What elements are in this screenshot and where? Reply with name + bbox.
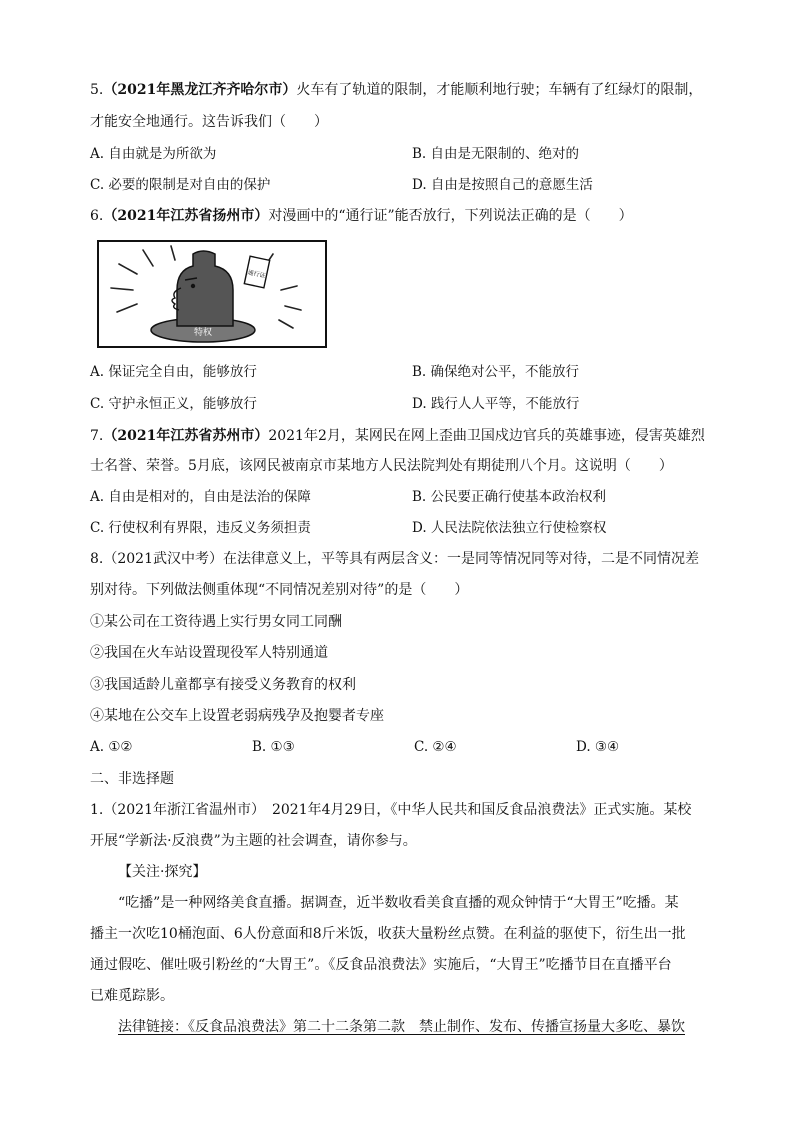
q6-option-b: B. 确保绝对公平，不能放行 [412,364,580,380]
q8-item-2: ②我国在火车站设置现役军人特别通道 [90,645,328,661]
q8-item-1: ①某公司在工资待遇上实行男女同工同酬 [90,614,342,630]
q8-stem-line2: 别对待。下列做法侧重体现“不同情况差别对待”的是（ ） [90,582,469,598]
q5-option-c: C. 必要的限制是对自由的保护 [90,177,271,193]
q7-option-d: D. 人民法院依法独立行使检察权 [412,520,607,536]
p1-para2: 播主一次吃10桶泡面、6人份意面和8斤米饭，收获大量粉丝点赞。在利益的驱使下，衍生出一批 [90,926,686,942]
p1-para4: 已难觅踪影。 [90,988,174,1004]
q7-option-b: B. 公民要正确行使基本政治权利 [412,489,607,505]
p1-heading: 【关注·探究】 [118,864,207,880]
q6-option-c: C. 守护永恒正义，能够放行 [90,396,257,412]
q8-item-4: ④某地在公交车上设置老弱病残孕及抱婴者专座 [90,708,384,724]
p1-para1: “吃播”是一种网络美食直播。据调查，近半数收看美食直播的观众钟情于“大胃王”吃播。某 [118,895,679,911]
q8-option-c: C. ②④ [414,739,457,755]
q5-stem-line1: 5.（2021年黑龙江齐齐哈尔市）火车有了轨道的限制，才能顺利地行驶；车辆有了红绿灯的限制， [90,82,703,98]
q7-stem-line2: 士名誉、荣誉。5月底，该网民被南京市某地方人民法院判处有期徒刑八个月。这说明（ ） [90,458,673,474]
q5-source: （2021年黑龙江齐齐哈尔市） [103,82,297,98]
section2-title: 二、非选择题 [90,771,174,787]
q8-option-b: B. ①③ [252,739,295,755]
q7-stem-line1: 7.（2021年江苏省苏州市）2021年2月，某网民在网上歪曲卫国戍边官兵的英雄事迹，侵害英雄烈 [90,428,705,444]
q6-stem: 6.（2021年江苏省扬州市）对漫画中的“通行证”能否放行，下列说法正确的是（ ） [90,208,633,224]
q6-option-a: A. 保证完全自由，能够放行 [90,364,257,380]
p1-line2: 开展“学新法·反浪费”为主题的社会调查，请你参与。 [90,833,417,849]
q8-stem-line1: 8.（2021武汉中考）在法律意义上，平等具有两层含义：一是同等情况同等对待，二是不同情况差 [90,551,699,567]
q8-option-a: A. ①② [90,739,133,755]
q6-option-d: D. 践行人人平等，不能放行 [412,396,580,412]
q5-stem-line2: 才能安全地通行。这告诉我们（ ） [90,114,328,130]
p1-line1: 1.（2021年浙江省温州市） 2021年4月29日，《中华人民共和国反食品浪费法》正式实施。某校 [90,802,692,818]
cartoon-image [97,240,327,348]
q8-item-3: ③我国适龄儿童都享有接受义务教育的权利 [90,677,356,693]
p1-para3: 通过假吃、催吐吸引粉丝的“大胃王”。《反食品浪费法》实施后，“大胃王”吃播节目在直播平台 [90,957,672,973]
q5-option-d: D. 自由是按照自己的意愿生活 [412,177,593,193]
cartoon-tag-text: 通行证 [246,269,267,280]
q7-option-a: A. 自由是相对的，自由是法治的保障 [90,489,311,505]
q5-option-a: A. 自由就是为所欲为 [90,146,217,162]
q6-source: （2021年江苏省扬州市） [103,208,269,224]
p1-law-link: 法律链接：《反食品浪费法》第二十二条第二款 禁止制作、发布、传播宣扬量大多吃、暴饮 [118,1019,685,1035]
q7-option-c: C. 行使权利有界限，违反义务须担责 [90,520,311,536]
q8-option-d: D. ③④ [576,739,620,755]
cartoon-stamp-text: 特权 [193,328,213,338]
q7-source: （2021年江苏省苏州市） [103,428,269,444]
q5-option-b: B. 自由是无限制的、绝对的 [412,146,580,162]
